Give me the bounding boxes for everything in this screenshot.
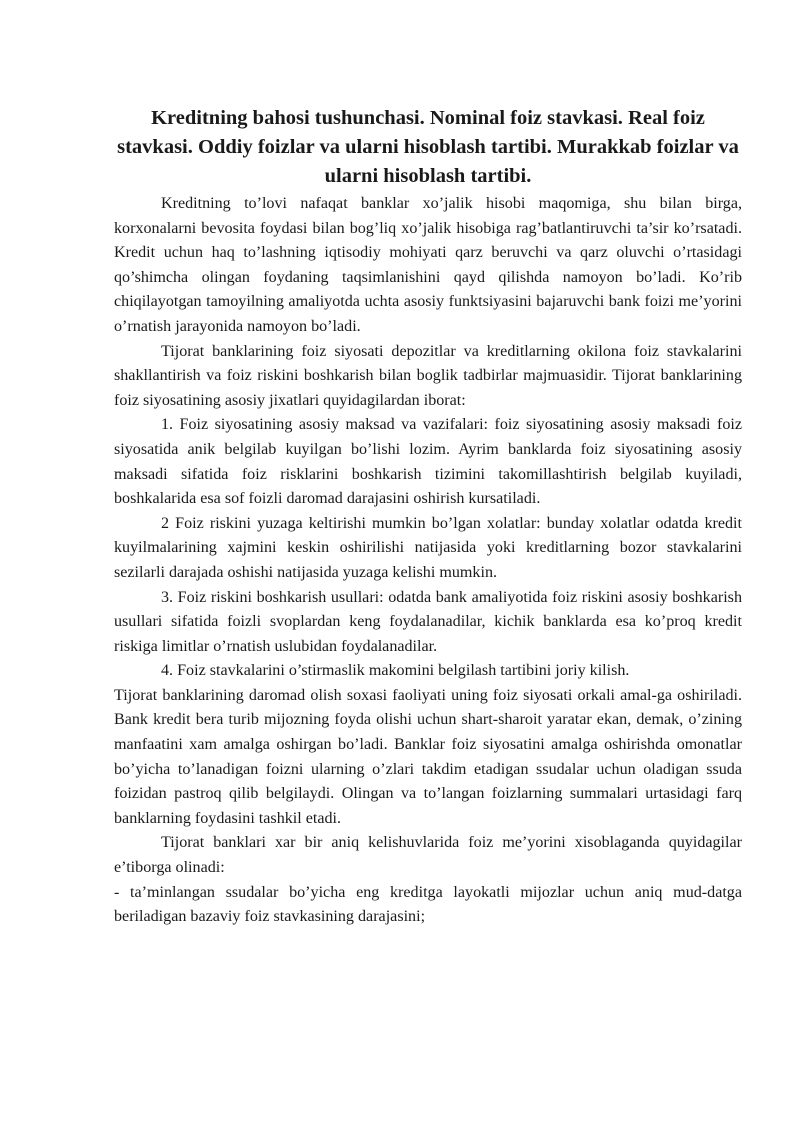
- paragraph-credit-payment: Kreditning to’lovi nafaqat banklar xo’jalik hisobi maqomiga, shu bilan birga, korxonalarni bevosita foydasi bilan bog’liq xo’jalik hisobiga rag’batlantiruvchi ta’sir ko’rsatadi. Kredit uchun haq to’lashning iqtisodiy mohiyati qarz beruvchi va qarz oluvchi o’rtasidagi qo’shimcha olingan foydaning taqsimlanishini qayd qilishda namoyon bo’ladi. Ko’rib chiqilayotgan tamoyilning amaliyotda uchta asosiy funktsiyasini bajaruvchi bank foizi me’yorini o’rnatish jarayonida namoyon bo’ladi.: [114, 195, 742, 335]
- paragraph-item-4: 4. Foiz stavkalarini o’stirmaslik makomini belgilash tartibini joriy kilish.: [161, 662, 630, 680]
- paragraph-list-item: - ta’minlangan ssudalar bo’yicha eng kreditga layokatli mijozlar uchun aniq mud-datga beriladigan bazaviy foiz stavkasining darajasini;: [114, 883, 742, 926]
- document-page: [114, 104, 742, 930]
- paragraph-item-1: 1. Foiz siyosatining asosiy maksad va vazifalari: foiz siyosatining asosiy maksadi foiz siyosatida anik belgilab kuyilgan bo’lishi lozim. Ayrim banklarda foiz siyosatining asosiy maksadi sifatida foiz risklarini boshkarish tizimini takomillashtirish belgilab kuyiladi, boshkalarida esa sof foizli daromad darajasini oshirish kursatiladi.: [114, 416, 742, 508]
- paragraph-item-3: 3. Foiz riskini boshkarish usullari: odatda bank amaliyotida foiz riskini asosiy boshkarish usullari sifatida foizli svoplardan keng foydalanadilar, kichik banklarda esa ko’proq kredit riskiga limitlar o’rnatish uslubidan foydalanadilar.: [114, 588, 742, 655]
- document-title: Kreditning bahosi tushunchasi. Nominal foiz stavkasi. Real foiz stavkasi. Oddiy foizlar va ularni hisoblash tartibi. Murakkab foizlar va ularni hisoblash tartibi.: [117, 107, 739, 187]
- paragraph-interest-policy: Tijorat banklarining foiz siyosati depozitlar va kreditlarning okilona foiz stavkalarini shakllantirish va foiz riskini boshkarish bilan boglik tadbirlar majmuasidir. Tijorat banklarining foiz siyosatining asosiy jixatlari quyidagilardan iborat:: [114, 342, 742, 409]
- paragraph-item-2: 2 Foiz riskini yuzaga keltirishi mumkin bo’lgan xolatlar: bunday xolatlar odatda kredit kuyilmalarining xajmini keskin oshirilishi natijasida yoki kreditlarning bozor stavkalarini sezilarli darajada oshishi natijasida yuzaga kelishi mumkin.: [114, 514, 742, 581]
- paragraph-rate-calculation: Tijorat banklari xar bir aniq kelishuvlarida foiz me’yorini xisoblaganda quyidagilar e’tiborga olinadi:: [114, 834, 742, 877]
- paragraph-income-activity: Tijorat banklarining daromad olish soxasi faoliyati uning foiz siyosati orkali amal-ga oshiriladi. Bank kredit bera turib mijozning foyda olishi uchun shart-sharoit yaratar ekan, demak, o’zining manfaatini xam amalga oshirgan bo’ladi. Banklar foiz siyosatini amalga oshirishda omonatlar bo’yicha to’lanadigan foizni ularning o’zlari takdim etadigan ssudalar uchun oladigan ssuda foizidan pastroq qilib belgilaydi. Olingan va to’langan foizlarning summalari urtasidagi farq banklarning foydasini tashkil etadi.: [114, 686, 742, 827]
